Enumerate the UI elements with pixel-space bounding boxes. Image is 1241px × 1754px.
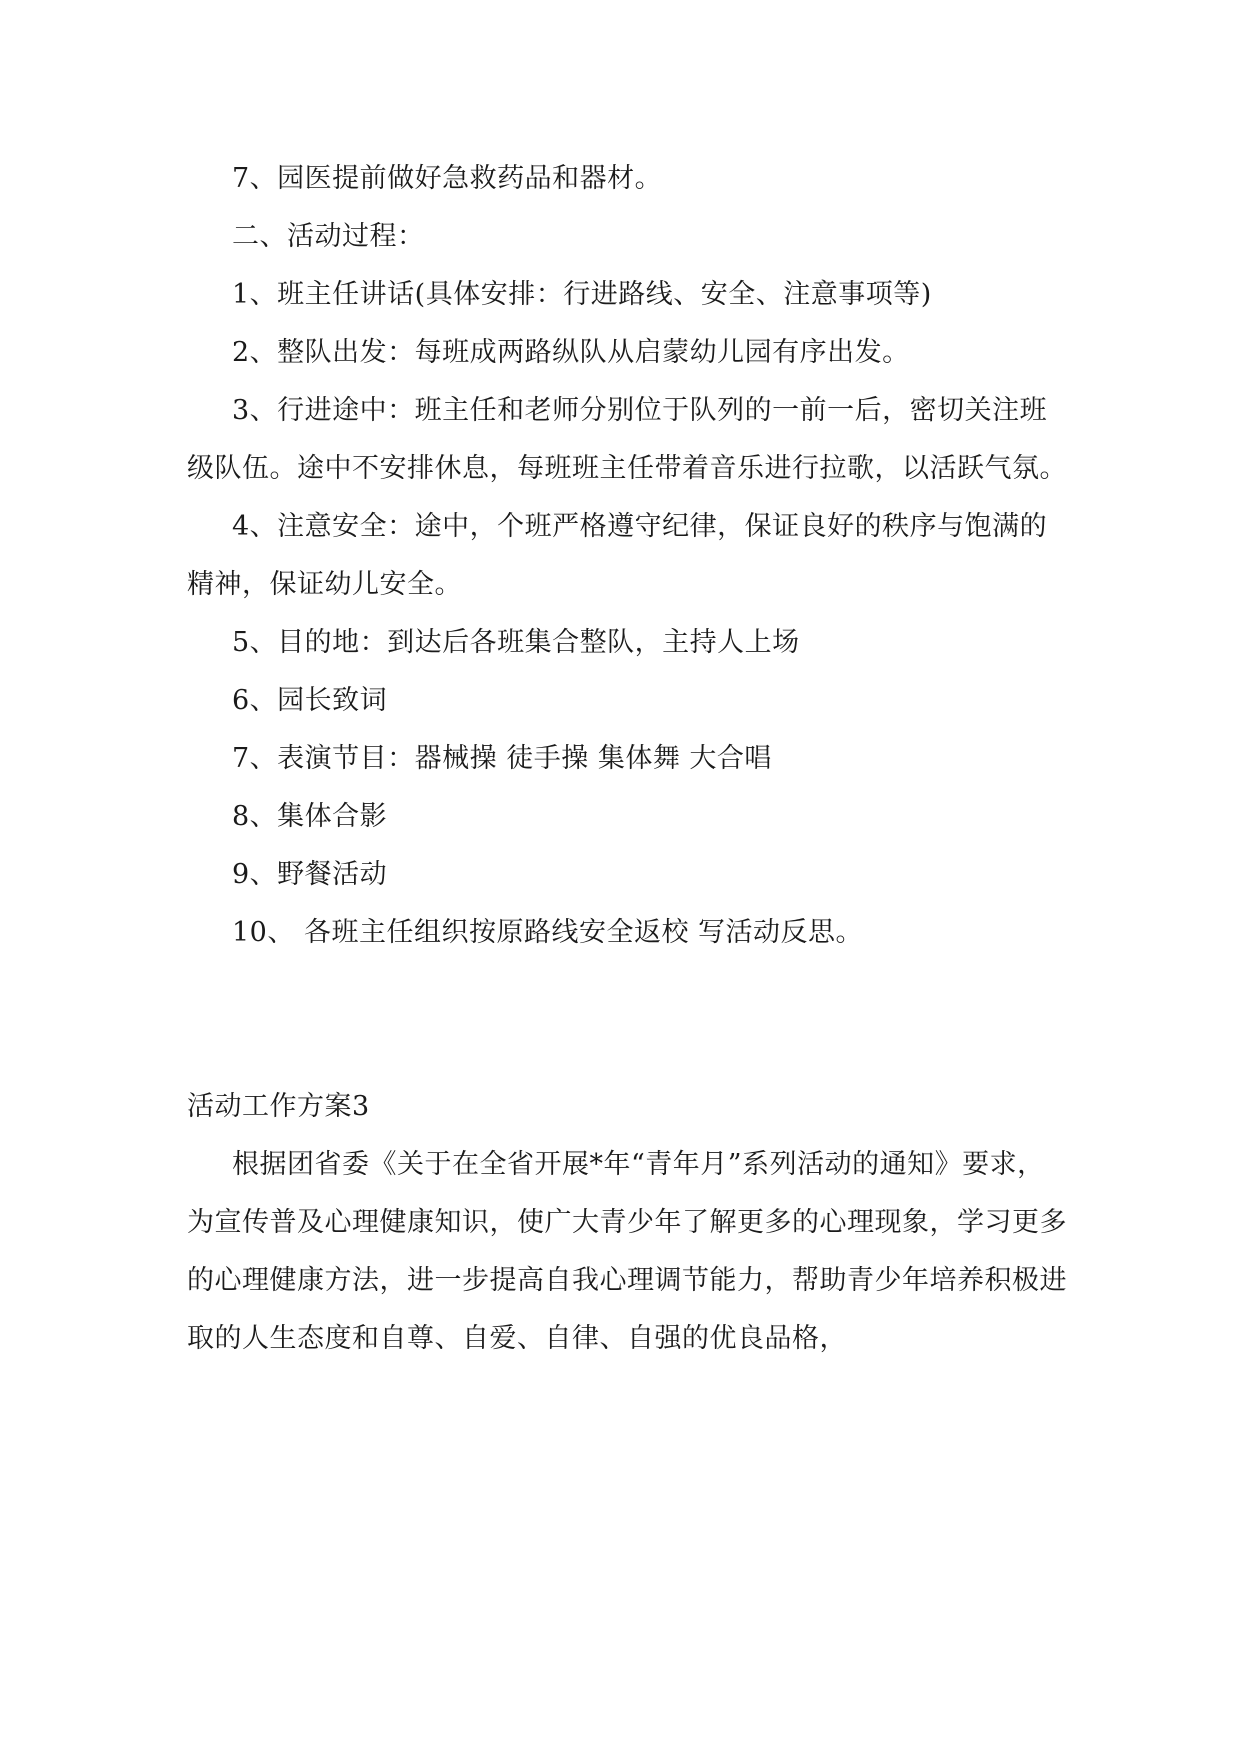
- paragraph: 6、园长致词: [232, 685, 388, 716]
- paragraph: 1、班主任讲话(具体安排：行进路线、安全、注意事项等): [232, 279, 932, 310]
- document-body: [187, 150, 1067, 1368]
- paragraph: 7、表演节目：器械操 徒手操 集体舞 大合唱: [232, 743, 772, 774]
- paragraph: 8、集体合影: [232, 801, 388, 832]
- paragraph: 7、园医提前做好急救药品和器材。: [232, 163, 663, 194]
- paragraph: 10、 各班主任组织按原路线安全返校 写活动反思。: [232, 917, 864, 948]
- paragraph: 2、整队出发：每班成两路纵队从启蒙幼儿园有序出发。: [232, 337, 910, 368]
- section-spacer: [187, 962, 1067, 1078]
- paragraph: 9、野餐活动: [232, 859, 388, 890]
- paragraph: 3、行进途中：班主任和老师分别位于队列的一前一后，密切关注班级队伍。途中不安排休息，每班班主任带着音乐进行拉歌，以活跃气氛。: [187, 395, 1067, 484]
- paragraph: 4、注意安全：途中，个班严格遵守纪律，保证良好的秩序与饱满的精神，保证幼儿安全。: [187, 511, 1048, 600]
- paragraph: 根据团省委《关于在全省开展*年“青年月”系列活动的通知》要求，为宣传普及心理健康知识，使广大青少年了解更多的心理现象，学习更多的心理健康方法，进一步提高自我心理调节能力，帮助青少年培养积极进取的人生态度和自尊、自爱、自律、自强的优良品格，: [187, 1149, 1067, 1354]
- paragraph: 二、活动过程：: [232, 221, 425, 252]
- paragraph: 5、目的地：到达后各班集合整队，主持人上场: [232, 627, 800, 658]
- section-title: 活动工作方案3: [187, 1091, 370, 1122]
